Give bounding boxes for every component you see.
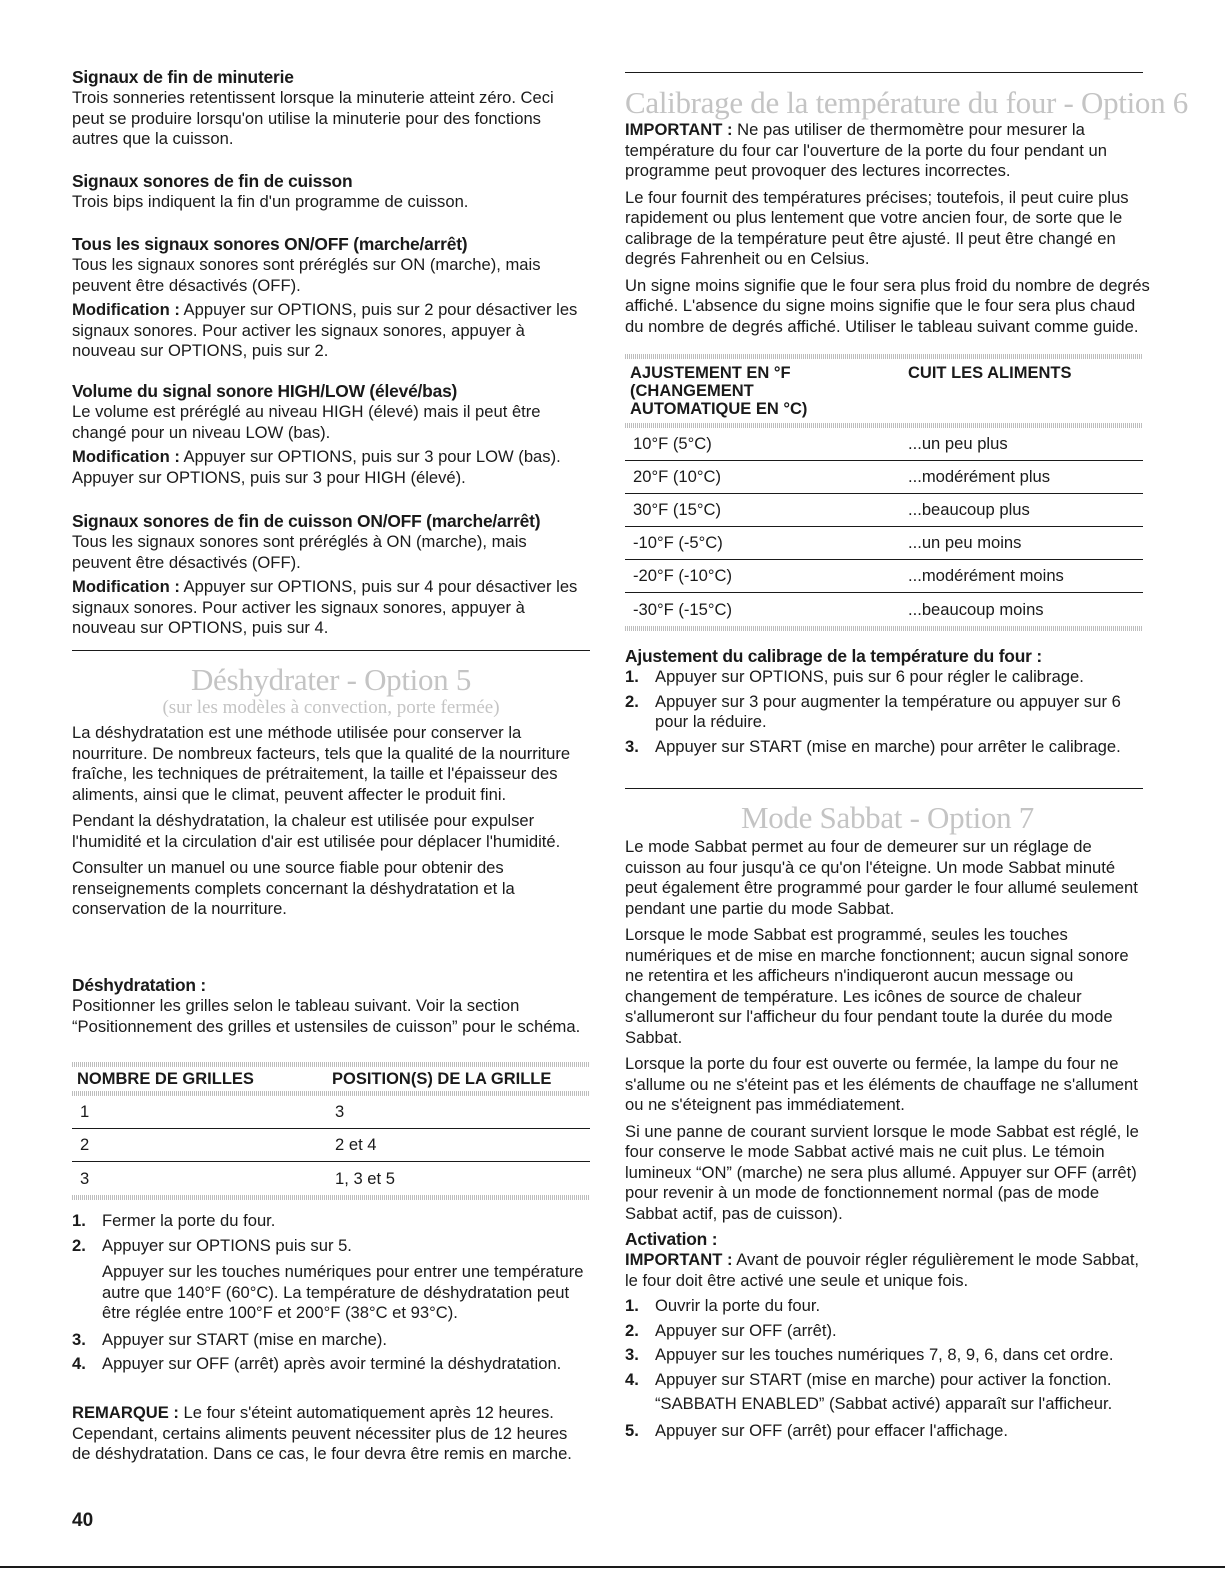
table-header-cell: NOMBRE DE GRILLES	[77, 1070, 254, 1088]
step-text: Appuyer sur START (mise en marche) pour arrêter le calibrage.	[655, 736, 1121, 756]
step-number: 4.	[625, 1369, 639, 1389]
table-cell: ...modérément plus	[908, 467, 1051, 486]
step-number: 2.	[72, 1235, 86, 1255]
table-row	[625, 461, 1143, 494]
paragraph: Tous les signaux sonores sont préréglés à ON (marche), mais peuvent être désactivés (OFF).	[72, 532, 527, 572]
table-row	[625, 428, 1143, 461]
end-of-timer-section	[72, 66, 590, 150]
table-header-cell: CUIT LES ALIMENTS	[908, 364, 1072, 382]
step-number: 1.	[72, 1211, 86, 1230]
section-heading: Tous les signaux sonores ON/OFF (marche/arrêt)	[72, 234, 468, 254]
modification-label: Modification :	[72, 447, 180, 466]
note-paragraph	[72, 1403, 590, 1465]
table-cell: -20°F (-10°C)	[633, 566, 733, 585]
table-row	[625, 593, 1143, 626]
step-number: 2.	[625, 691, 639, 711]
step-number: 3.	[625, 736, 639, 756]
step-number: 1.	[625, 1296, 639, 1315]
step-text: “SABBATH ENABLED” (Sabbat activé) apparaît sur l'afficheur.	[655, 1394, 1113, 1413]
paragraph: Si une panne de courant survient lorsque le mode Sabbat est réglé, le four conserve le mode Sabbat activé mais ne cuit plus. Le témoin lumineux “ON” (marche) ne sera plus allumé. Appuyer sur OFF (arrêt) pour revenir à un mode de fonctionnement normal (pas de mode Sabbat actif, pas de cuisson).	[625, 1121, 1139, 1223]
paragraph: Tous les signaux sonores sont préréglés sur ON (marche), mais peuvent être désactivés (OFF).	[72, 255, 541, 295]
table-cell: 30°F (15°C)	[633, 500, 721, 519]
step-number: 5.	[625, 1420, 639, 1440]
important-paragraph	[625, 120, 1150, 182]
step-number: 4.	[72, 1354, 86, 1373]
paragraph: Un signe moins signifie que le four sera plus froid du nombre de degrés affiché. L'absence du signe moins signifie que le four sera plus chaud du nombre de degrés affiché. Utiliser le tableau suivant comme guide.	[625, 275, 1150, 336]
table-bottom-border	[72, 1195, 590, 1200]
section-title: Déshydrater - Option 5	[190, 662, 472, 697]
section-heading: Signaux sonores de fin de cuisson	[72, 171, 353, 191]
section-title: Calibrage de la température du four - Option 6	[625, 85, 1188, 120]
activation-section	[625, 1228, 1150, 1441]
paragraph: Le volume est préréglé au niveau HIGH (élevé) mais il peut être changé pour un niveau LOW (bas).	[72, 402, 541, 442]
modification-text: Appuyer sur OPTIONS, puis sur 2 pour désactiver les signaux sonores. Pour activer les signaux sonores, appuyer à nouveau sur OPTIONS, puis sur 2.	[72, 300, 578, 360]
calibration-table	[625, 354, 1143, 631]
table-cell: 3	[335, 1102, 345, 1121]
table-cell: -30°F (-15°C)	[633, 599, 733, 619]
calibration-steps-list	[625, 667, 1150, 757]
table-row	[72, 1096, 590, 1129]
modification-label: Modification :	[72, 577, 180, 596]
dehydrate-section	[72, 663, 590, 920]
table-cell: 3	[80, 1168, 90, 1188]
step-text: Appuyer sur START (mise en marche).	[102, 1329, 387, 1349]
list-item	[72, 1330, 590, 1351]
volume-section	[72, 380, 590, 488]
important-label: IMPORTANT :	[625, 120, 733, 139]
table-header-row	[72, 1067, 590, 1091]
step-text: Appuyer sur START (mise en marche) pour activer la fonction.	[655, 1369, 1112, 1389]
modification-paragraph	[72, 447, 590, 488]
end-of-cook-section	[72, 170, 590, 213]
section-heading: Volume du signal sonore HIGH/LOW (élevé/bas)	[72, 381, 458, 401]
rack-position-table	[72, 1062, 590, 1200]
all-tones-section	[72, 233, 590, 362]
end-of-cook-tones-section	[72, 510, 590, 639]
list-item	[72, 1354, 590, 1375]
page-bottom-rule	[0, 1566, 1225, 1568]
step-number: 3.	[72, 1329, 86, 1349]
list-item	[625, 1296, 1150, 1317]
paragraph: Trois sonneries retentissent lorsque la minuterie atteint zéro. Ceci peut se produire lorsqu'on utilise la minuterie pour des fonctions autres que la cuisson.	[72, 88, 554, 148]
list-item	[625, 1370, 1150, 1391]
calibration-adjust-section	[625, 645, 1150, 757]
list-item	[625, 1421, 1150, 1442]
modification-paragraph	[72, 300, 590, 362]
table-cell: -10°F (-5°C)	[633, 533, 723, 552]
modification-paragraph	[72, 577, 590, 639]
modification-text: Appuyer sur OPTIONS, puis sur 3 pour LOW (bas). Appuyer sur OPTIONS, puis sur 3 pour HIGH (élevé).	[72, 447, 561, 487]
paragraph: Consulter un manuel ou une source fiable pour obtenir des renseignements complets concernant la déshydratation et la conservation de la nourriture.	[72, 858, 515, 918]
important-label: IMPORTANT :	[625, 1250, 733, 1269]
step-text: Appuyer sur OPTIONS puis sur 5.	[102, 1235, 352, 1255]
section-heading: Signaux de fin de minuterie	[72, 67, 294, 87]
step-text: Appuyer sur les touches numériques 7, 8, 9, 6, dans cet ordre.	[655, 1345, 1114, 1364]
dehydration-steps-list	[72, 1211, 590, 1375]
list-item	[625, 1321, 1150, 1342]
section-heading: Ajustement du calibrage de la température du four :	[625, 646, 1042, 666]
step-text: Ouvrir la porte du four.	[655, 1296, 821, 1315]
table-header-row	[625, 359, 1143, 423]
table-row	[72, 1162, 590, 1195]
list-item	[72, 1262, 590, 1324]
dehydration-steps-section	[72, 974, 590, 1037]
section-heading: Activation :	[625, 1229, 718, 1249]
modification-label: Modification :	[72, 300, 180, 319]
table-cell: ...beaucoup moins	[908, 599, 1044, 619]
paragraph: La déshydratation est une méthode utilisée pour conserver la nourriture. De nombreux facteurs, tels que la qualité de la nourriture fraîche, les techniques de prétraitement, la taille et l'épaisseur des aliments, ainsi que le climat, peuvent affecter le produit fini.	[72, 723, 571, 804]
list-item	[625, 1394, 1150, 1415]
table-row	[625, 494, 1143, 527]
step-text: Fermer la porte du four.	[102, 1211, 276, 1230]
section-divider	[72, 650, 590, 651]
table-row	[625, 527, 1143, 560]
page-number: 40	[72, 1510, 94, 1531]
sabbath-section	[625, 801, 1150, 1224]
note-label: REMARQUE :	[72, 1403, 179, 1422]
table-cell: 2 et 4	[335, 1135, 377, 1154]
table-cell: ...beaucoup plus	[908, 500, 1030, 519]
section-divider	[625, 72, 1143, 73]
table-cell: 10°F (5°C)	[633, 434, 712, 453]
step-text: Appuyer sur OFF (arrêt).	[655, 1320, 837, 1340]
important-paragraph	[625, 1250, 1150, 1291]
important-text: Ne pas utiliser de thermomètre pour mesurer la température du four car l'ouverture de la porte du four pendant un programme peut provoquer des lectures incorrectes.	[625, 120, 1107, 180]
paragraph: Lorsque la porte du four est ouverte ou fermée, la lampe du four ne s'allume ou ne s'éteint pas et les éléments de chauffage ne s'allument ou ne s'éteignent pas immédiatement.	[625, 1054, 1138, 1114]
section-subtitle: (sur les modèles à convection, porte fermée)	[162, 697, 500, 718]
paragraph: Positionner les grilles selon le tableau suivant. Voir la section “Positionnement des grilles et ustensiles de cuisson” pour le schéma.	[72, 996, 581, 1036]
table-row	[72, 1129, 590, 1162]
paragraph: Trois bips indiquent la fin d'un programme de cuisson.	[72, 192, 469, 211]
table-bottom-border	[625, 626, 1143, 631]
list-item	[72, 1211, 590, 1232]
activation-steps-list	[625, 1296, 1150, 1441]
section-heading: Déshydratation :	[72, 975, 207, 995]
table-cell: ...un peu plus	[908, 434, 1008, 453]
step-text: Appuyer sur 3 pour augmenter la température ou appuyer sur 6 pour la réduire.	[655, 691, 1121, 731]
list-item	[72, 1236, 590, 1257]
section-title: Mode Sabbat - Option 7	[740, 800, 1035, 835]
list-item	[625, 667, 1150, 688]
step-number	[72, 1262, 102, 1324]
list-item	[625, 1345, 1150, 1366]
table-cell: ...un peu moins	[908, 533, 1022, 552]
note-text: Le four s'éteint automatiquement après 12 heures. Cependant, certains aliments peuvent nécessiter plus de 12 heures de déshydratation. Dans ce cas, le four devra être remis en marche.	[72, 1403, 572, 1463]
step-text: Appuyer sur OFF (arrêt) après avoir terminé la déshydratation.	[102, 1354, 562, 1373]
table-cell: 1	[80, 1102, 90, 1121]
table-cell: 1, 3 et 5	[335, 1168, 395, 1188]
step-text: Appuyer sur les touches numériques pour entrer une température autre que 140°F (60°C). La température de déshydratation peut être réglée entre 100°F et 200°F (38°C et 93°C).	[102, 1262, 584, 1322]
step-text: Appuyer sur OFF (arrêt) pour effacer l'affichage.	[655, 1420, 1009, 1440]
step-number: 3.	[625, 1345, 639, 1364]
paragraph: Le mode Sabbat permet au four de demeurer sur un réglage de cuisson au four jusqu'à ce qu'on l'éteigne. Un mode Sabbat minuté peut également être programmé pour garder le four allumé seulement pendant une partie du mode Sabbat.	[625, 837, 1138, 918]
paragraph: Lorsque le mode Sabbat est programmé, seules les touches numériques et de mise en marche fonctionnent; aucun signal sonore ne retentira et les afficheurs n'indiqueront aucun message ou changement de température. Les icônes de source de chaleur s'allumeront sur l'afficheur du four pendant toute la durée du mode Sabbat.	[625, 925, 1129, 1047]
table-cell: 2	[80, 1135, 90, 1154]
modification-text: Appuyer sur OPTIONS, puis sur 4 pour désactiver les signaux sonores. Pour activer les signaux sonores, appuyer à nouveau sur OPTIONS, puis sur 4.	[72, 577, 578, 637]
calibration-section	[625, 85, 1188, 337]
paragraph: Pendant la déshydratation, la chaleur est utilisée pour expulser l'humidité et la circulation d'air est utilisée pour déplacer l'humidité.	[72, 811, 561, 851]
list-item	[625, 692, 1150, 733]
table-row	[625, 560, 1143, 593]
list-item	[625, 737, 1150, 758]
table-header-cell: AJUSTEMENT EN °F (CHANGEMENT AUTOMATIQUE EN °C)	[630, 364, 808, 418]
section-divider	[625, 788, 1143, 789]
paragraph: Le four fournit des températures précises; toutefois, il peut cuire plus rapidement ou plus lentement que votre ancien four, de sorte que le calibrage de la température peut être ajusté. Il peut être changé en degrés Fahrenheit ou en Celsius.	[625, 187, 1129, 268]
table-cell: ...modérément moins	[908, 566, 1064, 585]
section-heading: Signaux sonores de fin de cuisson ON/OFF (marche/arrêt)	[72, 511, 541, 531]
step-number	[625, 1394, 655, 1415]
step-number: 2.	[625, 1320, 639, 1340]
step-number: 1.	[625, 667, 639, 686]
step-text: Appuyer sur OPTIONS, puis sur 6 pour régler le calibrage.	[655, 667, 1084, 686]
table-cell: 20°F (10°C)	[633, 467, 721, 486]
table-header-cell: POSITION(S) DE LA GRILLE	[332, 1070, 552, 1088]
important-text: Avant de pouvoir régler régulièrement le mode Sabbat, le four doit être activé une seule et unique fois.	[625, 1250, 1140, 1290]
